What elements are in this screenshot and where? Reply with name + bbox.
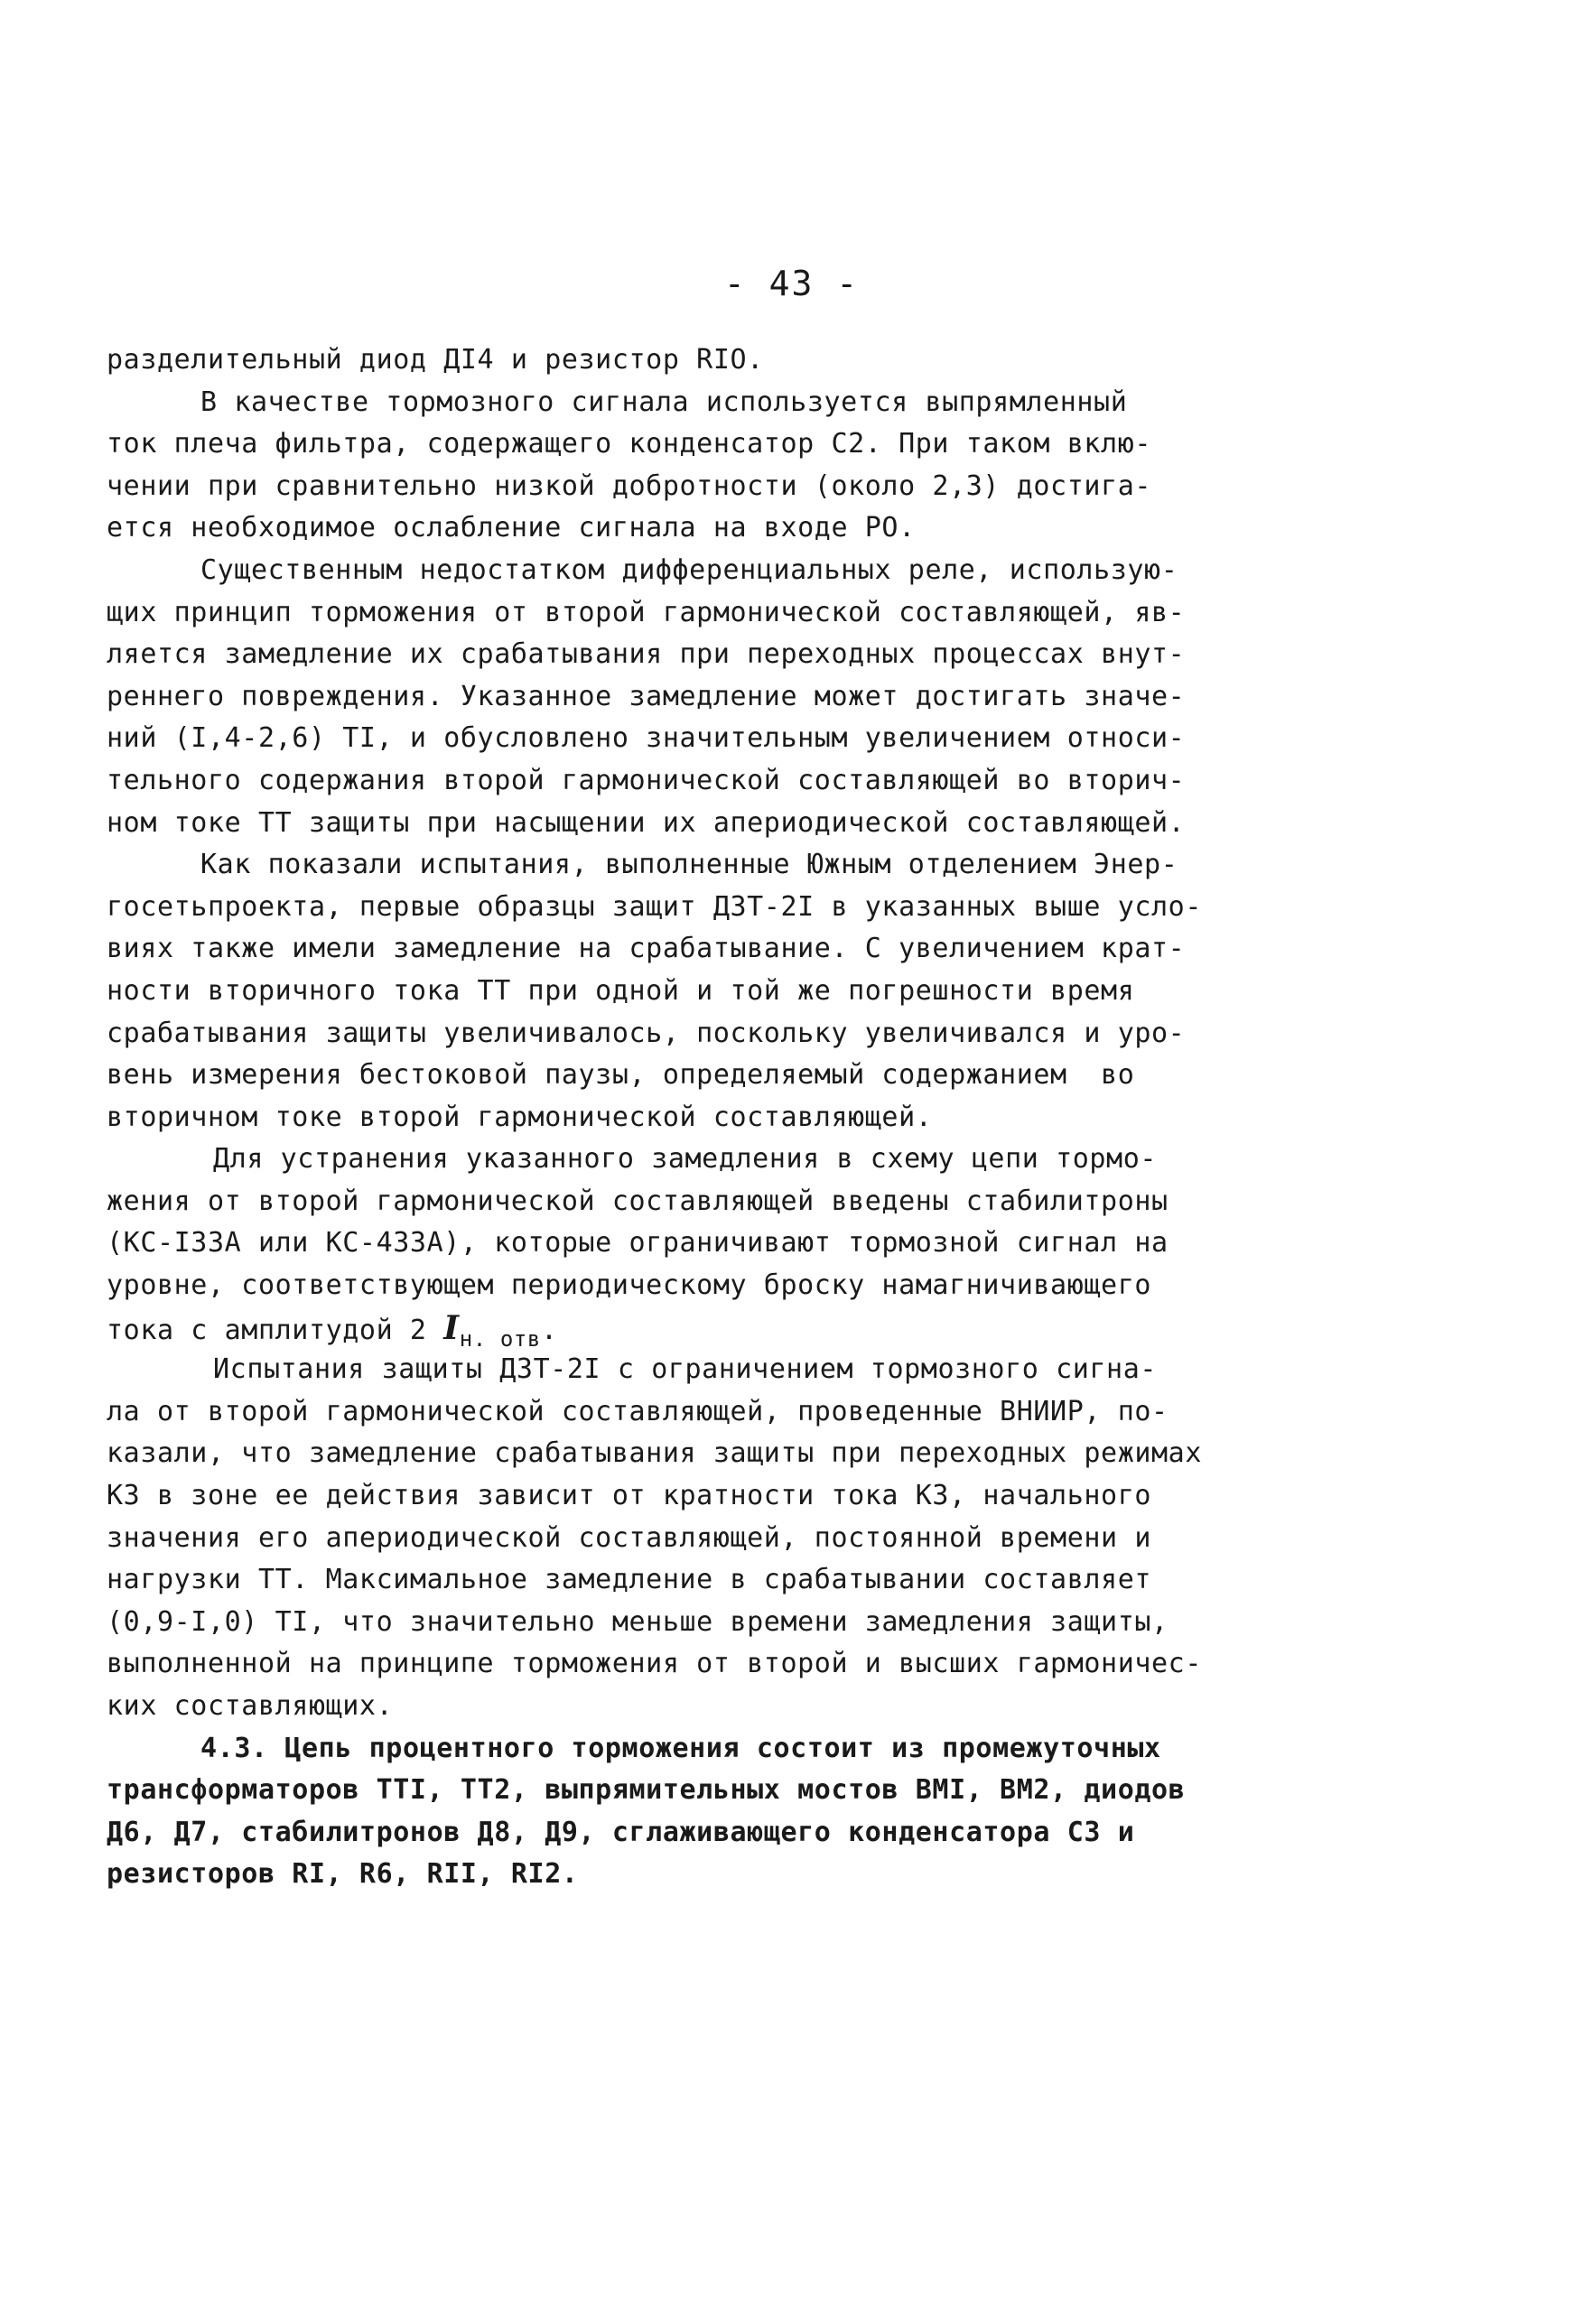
text-line [107, 1055, 1271, 1097]
text-line [107, 928, 1271, 971]
text-line [107, 844, 1271, 887]
line-text: ляется замедление их срабатывания при переходных процессах внут- [107, 638, 1186, 671]
text-line [107, 1013, 1271, 1055]
line-text: жения от второй гармонической составляющей введены стабилитроны [107, 1185, 1169, 1217]
line-text: уровне, соответствующем периодическому броску намагничивающего [107, 1269, 1152, 1302]
text-line [107, 466, 1271, 508]
text-line [107, 1559, 1271, 1602]
line-text: значения его апериодической составляющей, постоянной времени и [107, 1521, 1152, 1554]
line-text: ется необходимое ослабление сигнала на входе РО. [107, 512, 916, 544]
line-text: ла от второй гармонической составляющей, проведенные ВНИИР, по- [107, 1395, 1169, 1427]
line-text: Существенным недостатком дифференциальных реле, использую- [200, 553, 1178, 586]
text-line [107, 1433, 1271, 1475]
line-text: В качестве тормозного сигнала используется выпрямленный [200, 386, 1128, 418]
text-line [107, 1770, 1271, 1812]
line-text: тельного содержания второй гармонической составляющей во вторич- [107, 764, 1186, 796]
text-line [107, 1643, 1271, 1686]
line-text: разделительный диод ДI4 и резистор RIO. [107, 344, 764, 376]
text-line [107, 1602, 1271, 1644]
line-text: КЗ в зоне ее действия зависит от кратности тока КЗ, начального [107, 1480, 1152, 1512]
line-text: выполненной на принципе торможения от второй и высших гармоничес- [107, 1648, 1202, 1680]
line-text: вторичном токе второй гармонической составляющей. [107, 1101, 933, 1133]
current-symbol: I [443, 1308, 460, 1347]
line-text: нагрузки ТТ. Максимальное замедление в срабатывании составляет [107, 1564, 1152, 1596]
text-line [107, 1349, 1271, 1391]
body-text [107, 339, 1271, 1896]
text-line [107, 718, 1271, 760]
line-tail: . [540, 1314, 558, 1346]
line-text: резисторов RI, R6, RII, RI2. [107, 1858, 579, 1891]
line-text: Для устранения указанного замедления в схему цепи тормо- [213, 1143, 1158, 1176]
line-text: ном токе ТТ защиты при насыщении их апериодической составляющей. [107, 806, 1186, 839]
line-text: трансформаторов ТТI, ТТ2, выпрямительных мостов ВМI, ВМ2, диодов [107, 1774, 1186, 1807]
text-line [107, 507, 1271, 550]
text-line [107, 1728, 1271, 1771]
text-line [107, 1139, 1271, 1181]
text-line [107, 760, 1271, 803]
line-text: виях также имели замедление на срабатывание. С увеличением крат- [107, 933, 1186, 965]
line-text: ток плеча фильтра, содержащего конденсатор С2. При таком вклю- [107, 428, 1152, 460]
text-line [107, 592, 1271, 635]
current-subscript: н. отв [459, 1325, 541, 1352]
page-number: - 43 - [723, 264, 860, 303]
text-line [107, 1222, 1271, 1265]
text-line [107, 339, 1271, 382]
line-text: ний (I,4-2,6) TI, и обусловлено значительным увеличением относи- [107, 722, 1186, 755]
line-text: казали, что замедление срабатывания защиты при переходных режимах [107, 1437, 1202, 1470]
text-line [107, 1475, 1271, 1518]
text-line [107, 1812, 1271, 1855]
text-line [107, 1307, 1271, 1350]
line-text: Как показали испытания, выполненные Южным отделением Энер- [200, 849, 1178, 881]
text-line [107, 887, 1271, 929]
text-line [107, 676, 1271, 719]
line-text: щих принцип торможения от второй гармонической составляющей, яв- [107, 596, 1186, 628]
line-text: госетьпроекта, первые образцы защит ДЗТ-2I в указанных выше усло- [107, 890, 1202, 923]
text-line [107, 634, 1271, 676]
text-line [107, 1686, 1271, 1728]
line-text: (КС-I33А или КС-433А), которые ограничивают тормозной сигнал на [107, 1227, 1169, 1260]
line-text: реннего повреждения. Указанное замедление может достигать значе- [107, 680, 1186, 712]
text-line [107, 382, 1271, 424]
line-text: Д6, Д7, стабилитронов Д8, Д9, сглаживающего конденсатора С3 и [107, 1816, 1135, 1848]
line-text: срабатывания защиты увеличивалось, поскольку увеличивался и уро- [107, 1017, 1186, 1049]
line-text: ности вторичного тока ТТ при одной и той же погрешности время [107, 974, 1135, 1007]
line-text: чении при сравнительно низкой добротности (около 2,3) достига- [107, 469, 1152, 502]
text-line [107, 1391, 1271, 1434]
text-line [107, 1181, 1271, 1223]
line-text: (0,9-I,0) TI, что значительно меньше времени замедления защиты, [107, 1605, 1169, 1638]
text-line [107, 1265, 1271, 1307]
text-line [107, 1097, 1271, 1139]
line-text: вень измерения бестоковой паузы, определяемый содержанием во [107, 1059, 1135, 1092]
line-text: тока с амплитудой 2 [107, 1314, 444, 1346]
text-line [107, 1854, 1271, 1896]
text-line [107, 423, 1271, 466]
text-line [107, 1518, 1271, 1560]
line-text: ких составляющих. [107, 1690, 394, 1722]
text-line [107, 803, 1271, 845]
text-line [107, 550, 1271, 592]
line-text: 4.3. Цепь процентного торможения состоит из промежуточных [200, 1732, 1161, 1764]
line-text: Испытания защиты ДЗТ-2I с ограничением тормозного сигна- [213, 1353, 1158, 1386]
text-line [107, 971, 1271, 1013]
